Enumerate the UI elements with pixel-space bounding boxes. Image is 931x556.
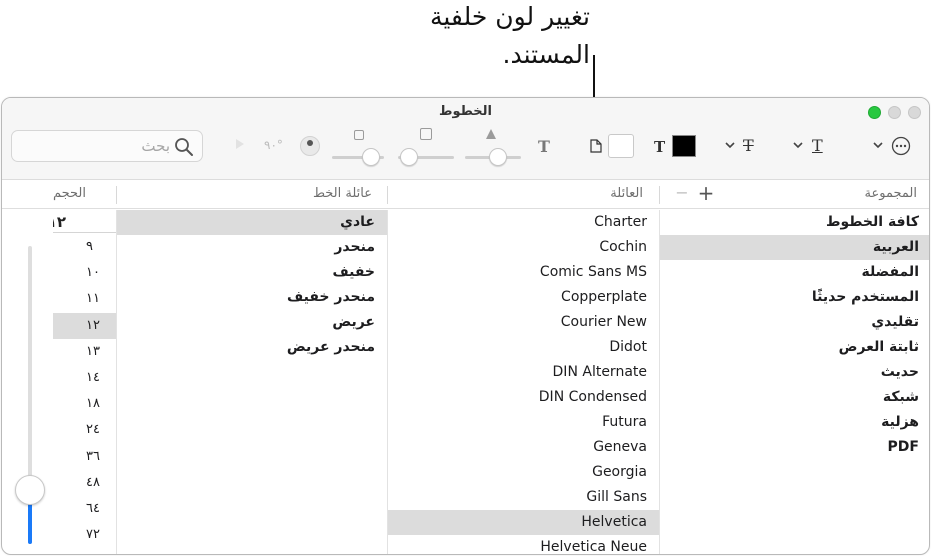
size-option[interactable] [53, 313, 116, 339]
size-slider[interactable] [24, 246, 36, 544]
collection-item[interactable] [659, 235, 930, 260]
search-icon [174, 137, 194, 157]
toolbar-area [2, 98, 929, 180]
size-option[interactable] [53, 339, 116, 365]
shadow-opacity-icon [485, 128, 497, 140]
font-family-item[interactable] [387, 310, 659, 335]
minimize-button[interactable] [888, 106, 901, 119]
shadow-offset-slider[interactable] [398, 146, 454, 168]
size-option-label: ١٢ [86, 317, 100, 333]
typeface-item-label: عادي [340, 214, 375, 230]
close-button[interactable] [908, 106, 921, 119]
text-shadow-icon[interactable]: T [538, 137, 550, 156]
size-option-label: ١٤ [86, 369, 100, 385]
size-option[interactable] [53, 444, 116, 470]
collection-item[interactable] [659, 410, 930, 435]
collection-item[interactable] [659, 310, 930, 335]
size-list [53, 234, 116, 548]
font-family-item[interactable] [387, 335, 659, 360]
font-family-item-label: Georgia [592, 464, 647, 480]
add-collection-button[interactable]: + [697, 181, 715, 205]
size-option-label: ٣٦ [86, 448, 100, 464]
size-option-label: ١٠ [86, 265, 100, 281]
font-family-item-label: Geneva [593, 439, 647, 455]
collection-item-label: ثابتة العرض [838, 339, 919, 355]
font-family-item-label: Helvetica [581, 514, 647, 530]
text-color-well[interactable] [672, 135, 696, 157]
shadow-offset-knob[interactable] [400, 148, 418, 166]
shadow-blur-slider[interactable] [332, 146, 384, 168]
size-option-label: ١١ [86, 291, 100, 307]
font-family-item-label: Didot [609, 339, 647, 355]
font-family-item-label: DIN Condensed [538, 389, 647, 405]
font-family-item[interactable] [387, 535, 659, 554]
typeface-item[interactable] [116, 260, 387, 285]
size-input[interactable] [53, 211, 116, 232]
font-family-item[interactable] [387, 410, 659, 435]
font-family-item-label: Gill Sans [586, 489, 647, 505]
size-option[interactable] [53, 522, 116, 548]
header-divider [116, 186, 117, 204]
typeface-item[interactable] [116, 210, 387, 235]
typeface-item[interactable] [116, 310, 387, 335]
font-family-item-label: Charter [594, 214, 647, 230]
shadow-opacity-knob[interactable] [489, 148, 507, 166]
size-option-label: ٧٢ [86, 527, 100, 543]
collection-item[interactable] [659, 260, 930, 285]
font-family-item[interactable] [387, 485, 659, 510]
font-family-item-label: Cochin [599, 239, 647, 255]
typeface-item-label: منحدر عريض [286, 339, 375, 355]
collection-item[interactable] [659, 285, 930, 310]
collection-item-label: PDF [887, 439, 919, 455]
collection-item[interactable] [659, 335, 930, 360]
header-typeface: عائلة الخط [312, 186, 372, 201]
size-option[interactable] [53, 365, 116, 391]
font-family-item[interactable] [387, 435, 659, 460]
collection-item[interactable] [659, 385, 930, 410]
shadow-opacity-slider[interactable] [465, 146, 521, 168]
typeface-item-label: عريض [332, 314, 375, 330]
collections-list [659, 210, 930, 554]
typeface-item[interactable] [116, 235, 387, 260]
zoom-button[interactable] [868, 106, 881, 119]
remove-collection-button[interactable]: − [675, 183, 689, 202]
document-icon [590, 139, 602, 153]
font-family-item[interactable] [387, 510, 659, 535]
size-option-label: ١٨ [86, 396, 100, 412]
size-option[interactable] [53, 260, 116, 286]
font-family-list [387, 210, 659, 554]
column-divider [659, 210, 660, 554]
column-divider [387, 210, 388, 554]
text-color-icon: T [654, 138, 666, 156]
chevron-down-icon[interactable] [792, 139, 804, 151]
collection-item-label: شبكة [882, 389, 919, 405]
collection-item-label: تقليدي [871, 314, 919, 330]
strikethrough-icon[interactable]: T [743, 136, 754, 155]
font-family-item[interactable] [387, 235, 659, 260]
collection-item-label: العربية [872, 239, 919, 255]
size-option-label: ٩ [86, 239, 93, 254]
size-option[interactable] [53, 417, 116, 443]
header-family: العائلة [610, 186, 643, 201]
collection-item[interactable] [659, 435, 930, 460]
font-family-item-label: Futura [602, 414, 647, 430]
callout-annotation [380, 0, 600, 96]
size-option[interactable] [53, 496, 116, 522]
more-options-icon[interactable] [891, 136, 911, 156]
document-background-color-well[interactable] [608, 134, 634, 158]
typeface-item[interactable] [116, 285, 387, 310]
typeface-item-label: منحدر خفيف [286, 289, 375, 305]
window-title: الخطوط [438, 104, 493, 119]
font-family-item[interactable] [387, 210, 659, 235]
fonts-window [1, 97, 930, 555]
typeface-item-label: خفيف [332, 264, 375, 280]
chevron-down-icon[interactable] [724, 139, 736, 151]
typeface-item[interactable] [116, 335, 387, 360]
size-option-label: ١٣ [86, 343, 100, 359]
shadow-angle-dial[interactable] [300, 136, 320, 156]
header-divider [387, 186, 388, 204]
underline-icon[interactable]: T [812, 136, 823, 155]
header-divider [659, 186, 660, 204]
size-option-label: ٢٤ [86, 422, 100, 438]
collection-item-label: المستخدم حديثًا [811, 289, 919, 305]
shadow-blur-icon [354, 130, 364, 140]
size-slider-knob[interactable] [15, 475, 45, 505]
collection-item[interactable] [659, 360, 930, 385]
font-family-item[interactable] [387, 285, 659, 310]
font-family-item[interactable] [387, 360, 659, 385]
font-family-item[interactable] [387, 385, 659, 410]
callout-line-1: تغيير لون خلفية [429, 2, 590, 31]
shadow-angle-value: ٩٠° [264, 138, 283, 152]
shadow-toggle-icon[interactable] [234, 138, 246, 150]
header-collection: المجموعة [864, 186, 917, 201]
column-headers [2, 181, 929, 209]
collection-item-label: حديث [880, 364, 919, 380]
font-family-item-label: DIN Alternate [552, 364, 647, 380]
size-option[interactable] [53, 470, 116, 496]
search-field[interactable] [11, 130, 203, 162]
search-input[interactable] [20, 136, 170, 156]
collection-item[interactable] [659, 210, 930, 235]
column-divider [116, 210, 117, 554]
chevron-down-icon[interactable] [872, 139, 884, 151]
font-family-item[interactable] [387, 260, 659, 285]
size-option-label: ٦٤ [86, 500, 100, 516]
font-family-item-label: Comic Sans MS [539, 264, 647, 280]
size-option-label: ٤٨ [86, 474, 100, 490]
size-option[interactable] [53, 234, 116, 260]
typeface-item-label: منحدر [334, 239, 375, 255]
size-option[interactable] [53, 286, 116, 312]
size-field[interactable] [53, 211, 116, 233]
typeface-list [116, 210, 387, 554]
font-family-item-label: Helvetica Neue [540, 539, 647, 554]
shadow-offset-icon [420, 128, 432, 140]
header-size: الحجم [52, 186, 86, 201]
size-option[interactable] [53, 391, 116, 417]
font-family-item-label: Courier New [560, 314, 647, 330]
font-family-item[interactable] [387, 460, 659, 485]
collection-item-label: المفضلة [861, 264, 919, 280]
collection-item-label: كافة الخطوط [825, 214, 919, 230]
font-family-item-label: Copperplate [561, 289, 647, 305]
collection-item-label: هزلية [881, 414, 919, 430]
callout-line-2: المستند. [502, 40, 590, 69]
shadow-blur-knob[interactable] [362, 148, 380, 166]
